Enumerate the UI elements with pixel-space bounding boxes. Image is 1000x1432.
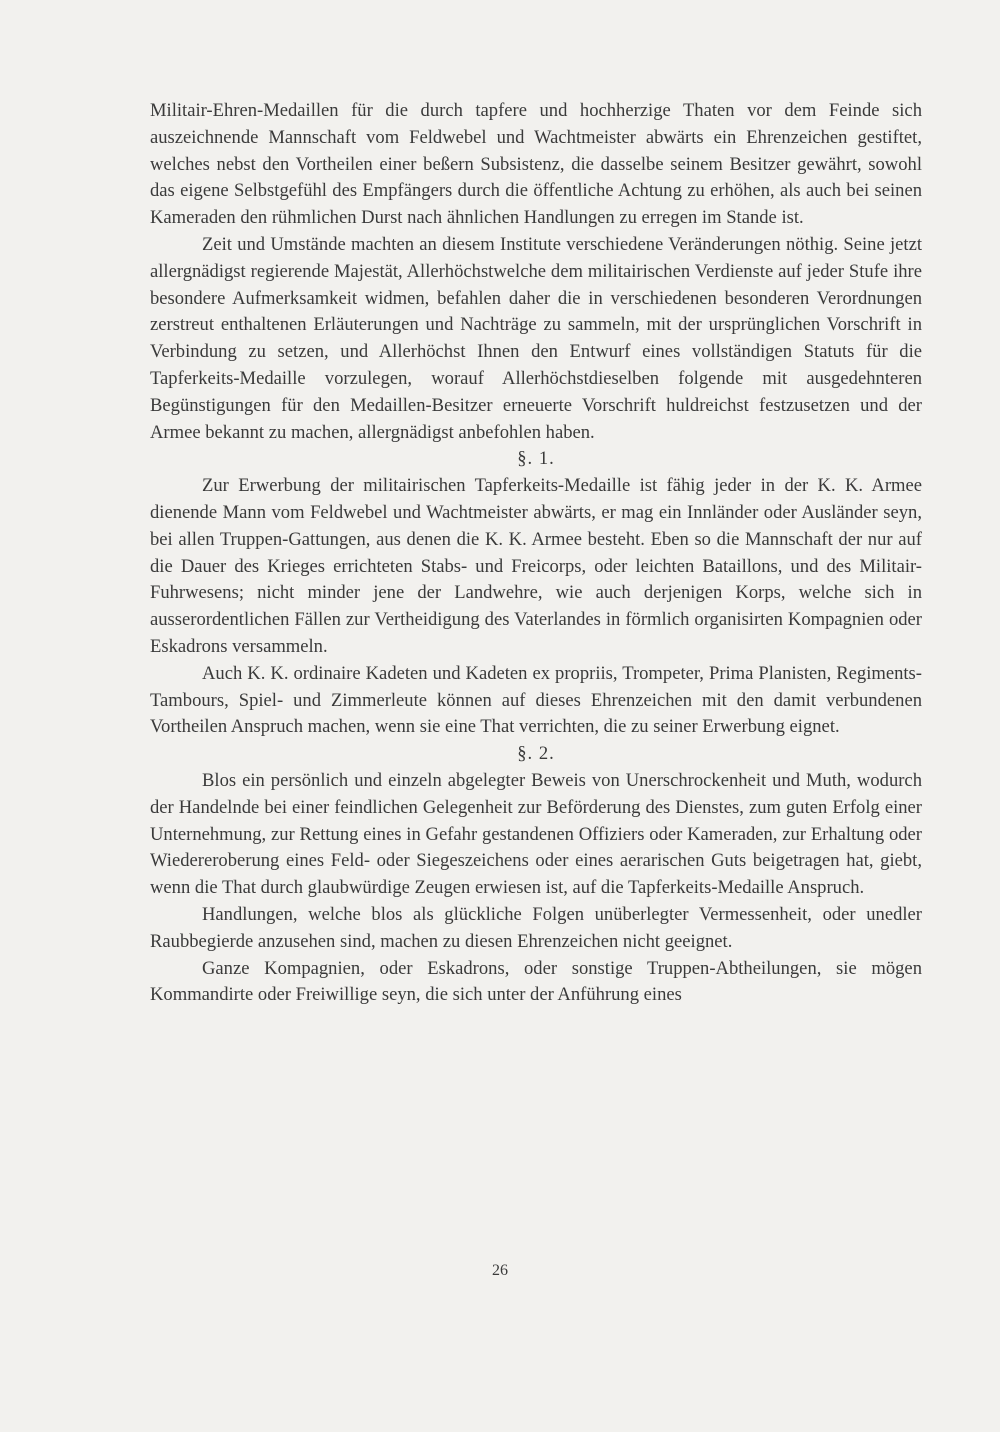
- paragraph-intro-1: Militair-Ehren-Medaillen für die durch tapfere und hochherzige Thaten vor dem Feinde sich auszeichnende Mannschaft vom Feldwebel und Wachtmeister abwärts ein Ehrenzeichen gestiftet, welches nebst den Vortheilen einer beßern Subsistenz, die dasselbe seinem Besitzer gewährt, sowohl das eigene Selbstgefühl des Empfängers durch die öffentliche Achtung zu erhöhen, als auch bei seinen Kameraden den rühmlichen Durst nach ähnlichen Handlungen zu erregen im Stande ist.: [150, 100, 922, 229]
- paragraph-intro-2: Zeit und Umstände machten an diesem Institute verschiedene Veränderungen nöthig. Seine jetzt allergnädigst regierende Majestät, Allerhöchstwelche dem militairischen Verdienste auf jeder Stufe ihre besondere Aufmerksamkeit widmen, befahlen daher die in verschiedenen besonderen Verordnungen zerstreut enthaltenen Erläuterungen und Nachträge zu sammeln, mit der ursprünglichen Vorschrift in Verbindung zu setzen, und Allerhöchst Ihnen den Entwurf eines vollständigen Statuts für die Tapferkeits-Medaille vorzulegen, worauf Allerhöchstdieselben folgende mit ausgedehnteren Begünstigungen für den Medaillen-Besitzer erneuerte Vorschrift huldreichst festzusetzen und der Armee bekannt zu machen, allergnädigst anbefohlen haben.: [150, 233, 922, 443]
- section-1-paragraph-2: Auch K. K. ordinaire Kadeten und Kadeten ex propriis, Trompeter, Prima Planisten, Regiments-Tambours, Spiel- und Zimmerleute können auf dieses Ehrenzeichen mit den damit verbundenen Vortheilen Anspruch machen, wenn sie eine That verrichten, die zu seiner Erwerbung eignet.: [150, 662, 922, 738]
- section-1-paragraph-1: Zur Erwerbung der militairischen Tapferkeits-Medaille ist fähig jeder in der K. K. Armee dienende Mann vom Feldwebel und Wachtmeister abwärts, er mag ein Innländer oder Ausländer seyn, bei allen Truppen-Gattungen, aus denen die K. K. Armee besteht. Eben so die Mannschaft der nur auf die Dauer des Krieges errichteten Stabs- und Freicorps, oder leichten Bataillons, und des Militair-Fuhrwesens; nicht minder jene der Landwehre, wie auch derjenigen Korps, welche sich in ausserordentlichen Fällen zur Vertheidigung des Vaterlandes in förmlich organisirten Kompagnien oder Eskadrons versammeln.: [150, 475, 922, 657]
- page-number: 26: [492, 1262, 508, 1279]
- section-2-heading: §. 2.: [517, 743, 555, 765]
- section-1-heading: §. 1.: [517, 448, 555, 470]
- section-2-paragraph-2: Handlungen, welche blos als glückliche Folgen unüberlegter Vermessenheit, oder unedler Raubbegierde anzusehen sind, machen zu diesen Ehrenzeichen nicht geeignet.: [150, 903, 922, 952]
- document-page: [150, 98, 922, 1009]
- section-2-paragraph-1: Blos ein persönlich und einzeln abgelegter Beweis von Unerschrockenheit und Muth, wodurch der Handelnde bei einer feindlichen Gelegenheit zur Beförderung des Dienstes, zum guten Erfolg einer Unternehmung, zur Rettung eines in Gefahr gestandenen Offiziers oder Kameraden, zur Erhaltung oder Wiedereroberung eines Feld- oder Siegeszeichens oder eines aerarischen Guts beigetragen hat, giebt, wenn die That durch glaubwürdige Zeugen erwiesen ist, auf die Tapferkeits-Medaille Anspruch.: [150, 769, 922, 899]
- section-2-paragraph-3: Ganze Kompagnien, oder Eskadrons, oder sonstige Truppen-Abtheilungen, sie mögen Kommandirte oder Freiwillige seyn, die sich unter der Anführung eines: [150, 957, 922, 1006]
